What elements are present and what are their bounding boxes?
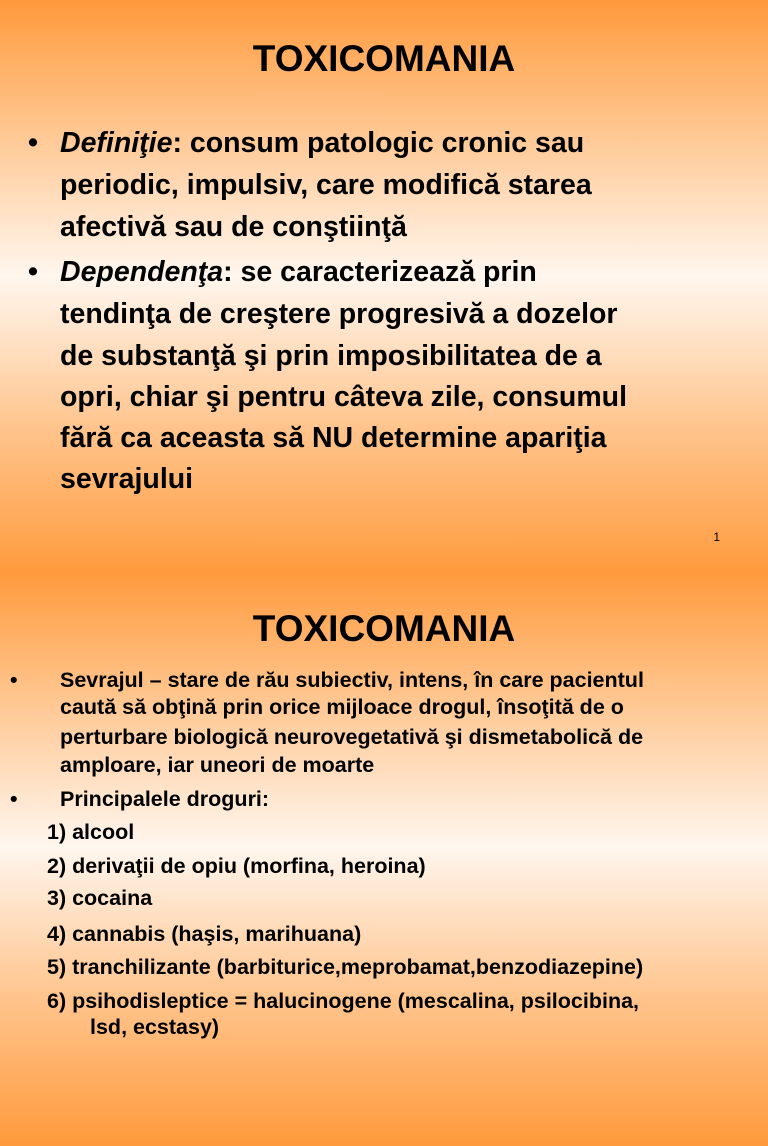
bullet: • [10, 668, 18, 692]
drug-item: 4) cannabis (haşis, marihuana) [47, 922, 362, 946]
slide-title: TOXICOMANIA [252, 38, 516, 79]
definition-term: Definiţie [60, 127, 173, 159]
dependence-line-3: de substanţă şi prin imposibilitatea de a [60, 340, 602, 372]
definition-line-3: afectivă sau de conştiinţă [60, 211, 407, 243]
dependence-line-2: tendinţa de creştere progresivă a dozelor [60, 298, 618, 330]
slide-2 [0, 570, 768, 1146]
definition-text: : consum patologic cronic sau [172, 127, 585, 159]
slide-title: TOXICOMANIA [252, 608, 516, 649]
withdrawal-line-3: perturbare biologică neurovegetativă şi dismetabolică de [60, 725, 644, 749]
withdrawal-line-4: amploare, iar uneori de moarte [60, 753, 375, 777]
drug-item: 6) psihodisleptice = halucinogene (mescalina, psilocibina, [47, 989, 640, 1013]
withdrawal-line-2: caută să obţină prin orice mijloace drogul, însoţită de o [60, 695, 624, 719]
definition-line-2: periodic, impulsiv, care modifică starea [60, 169, 592, 201]
drugs-heading: Principalele droguri: [60, 787, 270, 811]
dependence-line-4: opri, chiar şi pentru câteva zile, consumul [60, 381, 627, 413]
bullet: • [10, 787, 18, 811]
dependence-line-6: sevrajului [60, 463, 194, 495]
definition-line-1 [60, 127, 584, 160]
dependence-line-1 [60, 256, 537, 289]
drug-item: 3) cocaina [47, 886, 153, 910]
drug-item-continuation: lsd, ecstasy) [90, 1015, 220, 1039]
dependence-text: : se caracterizează prin [223, 256, 537, 288]
drug-item: 1) alcool [47, 820, 135, 844]
slide-number: 1 [713, 530, 720, 544]
dependence-line-5: fără ca aceasta să NU determine apariţia [60, 422, 607, 454]
drug-item: 2) derivaţii de opiu (morfina, heroina) [47, 854, 426, 878]
withdrawal-line-1: Sevrajul – stare de rău subiectiv, intens, în care pacientul [60, 668, 644, 692]
drug-item: 5) tranchilizante (barbiturice,meprobamat,benzodiazepine) [47, 955, 644, 979]
bullet: • [28, 256, 38, 288]
dependence-term: Dependenţa [60, 256, 224, 288]
bullet: • [28, 127, 38, 159]
